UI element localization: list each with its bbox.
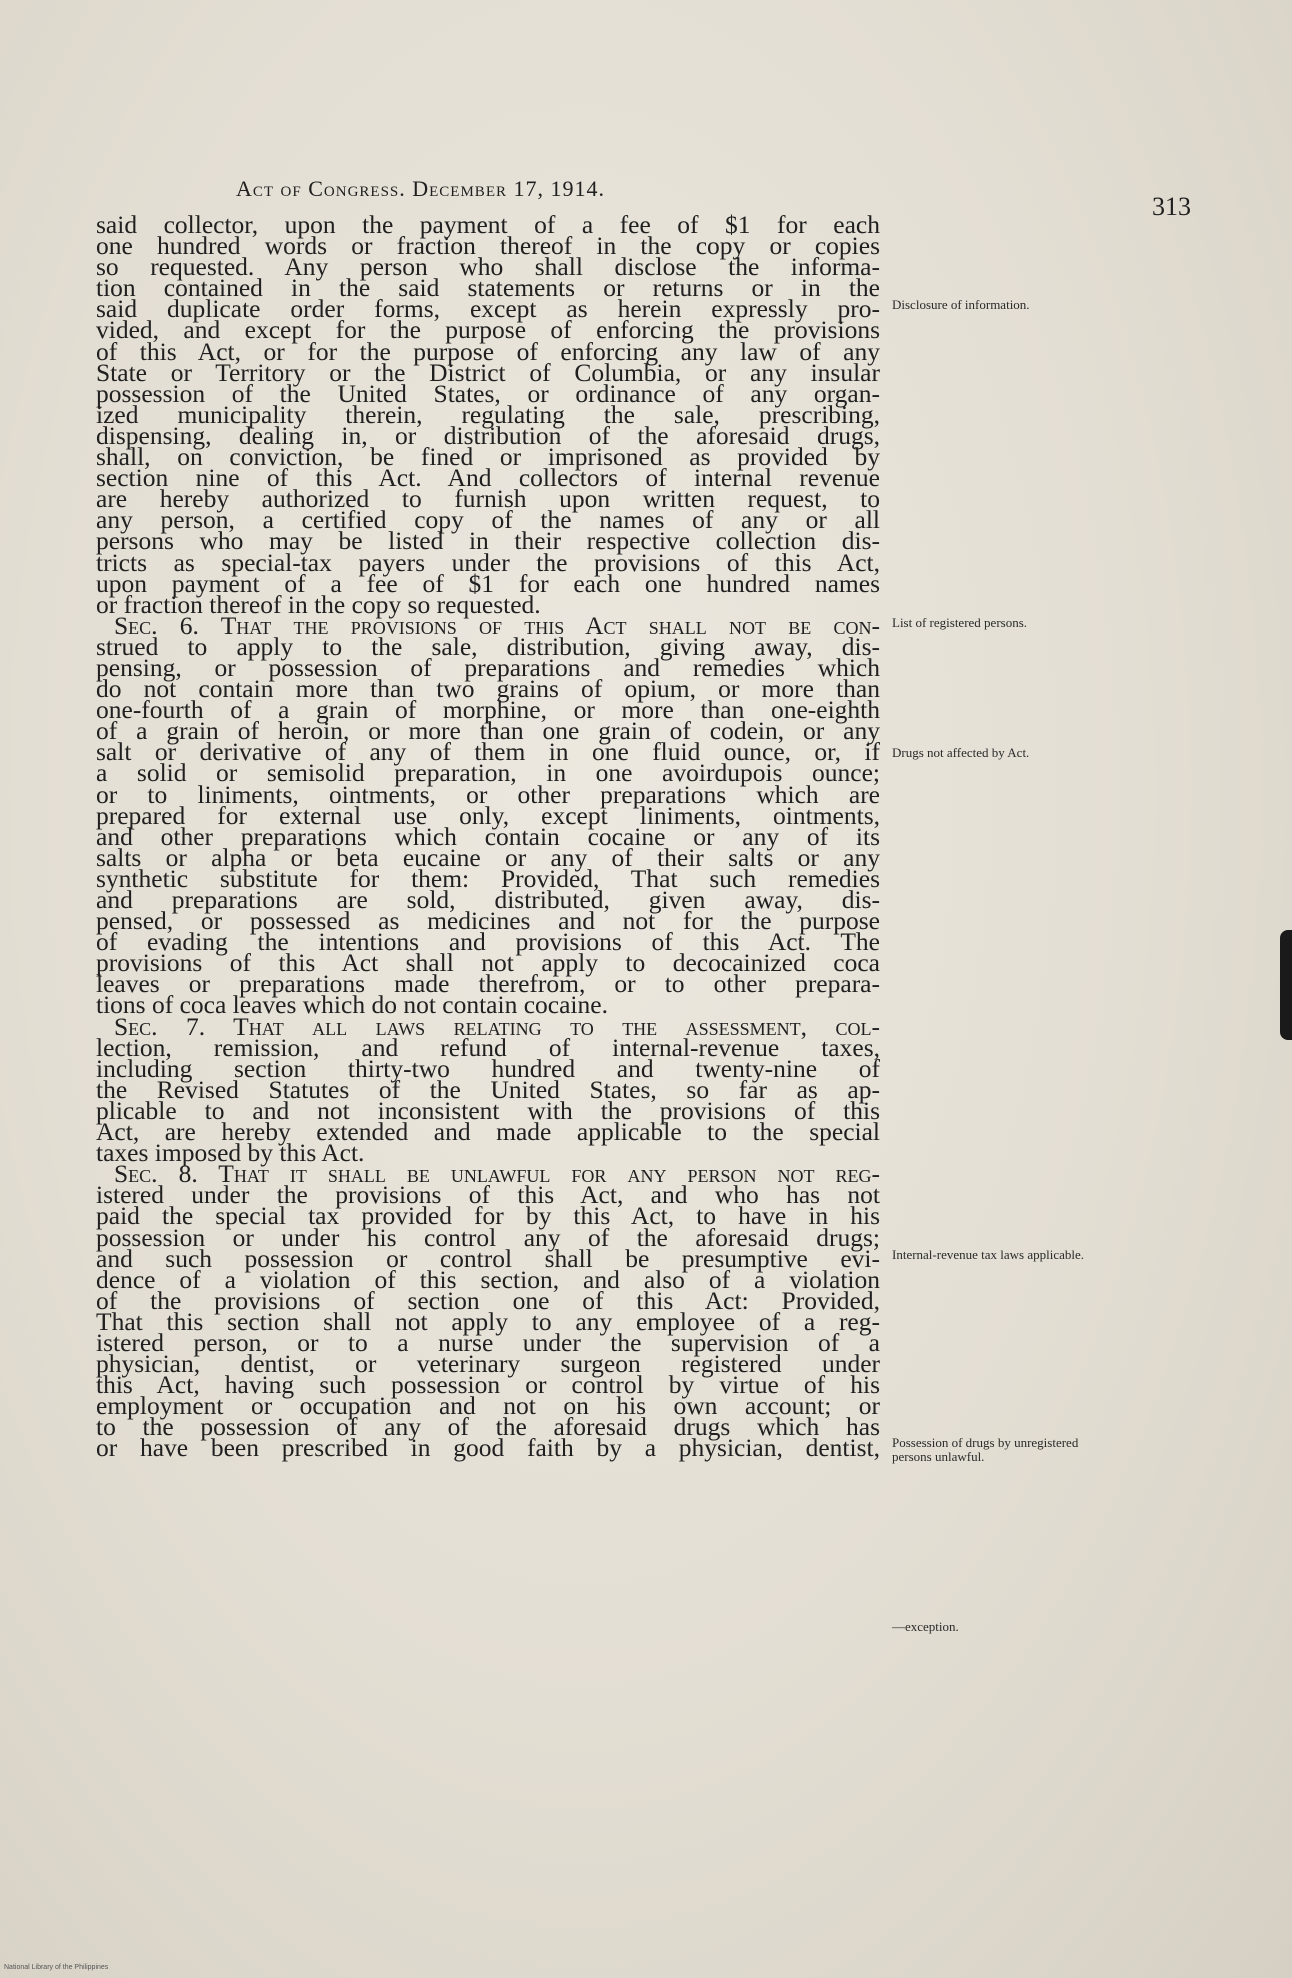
- text-line: physician, dentist, or veterinary surgeon registered under: [96, 1349, 880, 1379]
- text-line: and preparations are sold, distributed, given away, dis-: [96, 885, 880, 914]
- text-line: of this Act, or for the purpose of enforcing any law of any: [96, 336, 880, 366]
- margin-note-disclosure: Disclosure of information.: [892, 297, 1030, 312]
- text-line: That this section shall not apply to any employee of a reg-: [96, 1306, 880, 1336]
- section-7-heading-line: Sec. 7. That all laws relating to the assessment, col-: [114, 1011, 880, 1041]
- text-line: plicable to and not inconsistent with the provisions of this: [96, 1095, 880, 1125]
- text-line: a solid or semisolid preparation, in one avoirdupois ounce;: [96, 758, 880, 788]
- margin-note-list-registered: List of registered persons.: [892, 615, 1028, 630]
- margin-note-possession-unlawful: Possession of drugs by unregistered persons unlawful.: [892, 1435, 1079, 1464]
- text-line: Act, are hereby extended and made applicable to the special: [96, 1117, 880, 1147]
- text-line: so requested. Any person who shall disclose the informa-: [96, 252, 880, 282]
- text-line: pensed, or possessed as medicines and not for the purpose: [96, 906, 880, 936]
- scan-edge-mark: [1280, 930, 1292, 1040]
- text-line: State or Territory or the District of Columbia, or any insular: [96, 357, 880, 387]
- text-line: ized municipality therein, regulating the sale, prescribing,: [96, 399, 880, 429]
- text-line: tricts as special-tax payers under the provisions of this Act,: [96, 547, 880, 577]
- text-line: salts or alpha or beta eucaine or any of their salts or any: [96, 842, 880, 872]
- text-line: taxes imposed by this Act.: [96, 1138, 365, 1168]
- text-line: prepared for external use only, except liniments, ointments,: [96, 800, 880, 830]
- text-line: salt or derivative of any of them in one fluid ounce, or, if: [96, 737, 880, 767]
- section-8-heading-line: Sec. 8. That it shall be unlawful for any person not reg-: [114, 1159, 880, 1189]
- text-line: possession of the United States, or ordinance of any organ-: [96, 378, 880, 408]
- text-line: any person, a certified copy of the names of any or all: [96, 505, 880, 535]
- text-line: lection, remission, and refund of internal-revenue taxes,: [96, 1032, 880, 1062]
- text-line: or have been prescribed in good faith by a physician, dentist,: [96, 1433, 880, 1463]
- text-line: of a grain of heroin, or more than one grain of codein, or any: [96, 716, 880, 746]
- text-line: do not contain more than two grains of opium, or more than: [96, 674, 880, 704]
- text-line: or to liniments, ointments, or other preparations which are: [96, 779, 880, 809]
- text-line: synthetic substitute for them: Provided, That such remedies: [96, 863, 880, 893]
- body-text: [96, 210, 880, 1463]
- running-head: Act of Congress. December 17, 1914.: [236, 176, 605, 201]
- text-line: one hundred words or fraction thereof in the copy or copies: [96, 231, 880, 261]
- margin-note-exception: —exception.: [892, 1619, 959, 1634]
- text-line: said duplicate order forms, except as herein expressly pro-: [96, 294, 880, 324]
- section-6-heading-line: Sec. 6. That the provisions of this Act shall not be con-: [114, 610, 880, 640]
- text-line: one-fourth of a grain of morphine, or more than one-eighth: [96, 695, 880, 725]
- text-line: persons who may be listed in their respective collection dis-: [96, 526, 880, 556]
- footer-stamp: National Library of the Philippines: [4, 1964, 109, 1971]
- text-line: paid the special tax provided for by this Act, to have in his: [96, 1201, 880, 1231]
- text-line: dispensing, dealing in, or distribution of the aforesaid drugs,: [96, 420, 880, 450]
- text-line: tion contained in the said statements or returns or in the: [96, 273, 880, 303]
- text-line: leaves or preparations made therefrom, or to other prepara-: [96, 969, 880, 999]
- page-number: 313: [1152, 192, 1191, 221]
- text-line: and such possession or control shall be presumptive evi-: [96, 1243, 880, 1273]
- text-line: possession or under his control any of the aforesaid drugs;: [96, 1222, 880, 1252]
- text-line: or fraction thereof in the copy so requested.: [96, 589, 541, 619]
- text-line: istered person, or to a nurse under the supervision of a: [96, 1327, 880, 1357]
- text-line: to the possession of any of the aforesaid drugs which has: [96, 1412, 880, 1442]
- text-line: are hereby authorized to furnish upon written request, to: [96, 484, 880, 514]
- text-line: vided, and except for the purpose of enforcing the provisions: [96, 315, 880, 345]
- text-line: shall, on conviction, be fined or imprisoned as provided by: [96, 442, 880, 472]
- text-line: and other preparations which contain cocaine or any of its: [96, 821, 880, 851]
- text-line: section nine of this Act. And collectors of internal revenue: [96, 463, 880, 493]
- margin-note-drugs-not-affected: Drugs not affected by Act.: [892, 745, 1030, 760]
- text-line: of the provisions of section one of this Act: Provided,: [96, 1285, 880, 1315]
- text-line: dence of a violation of this section, and also of a violation: [96, 1264, 880, 1294]
- text-line: including section thirty-two hundred and twenty-nine of: [96, 1053, 880, 1083]
- text-line: strued to apply to the sale, distribution, giving away, dis-: [96, 631, 880, 661]
- text-line: tions of coca leaves which do not contain cocaine.: [96, 990, 608, 1020]
- text-line: employment or occupation and not on his own account; or: [96, 1391, 880, 1421]
- text-line: istered under the provisions of this Act, and who has not: [96, 1180, 880, 1210]
- text-line: this Act, having such possession or control by virtue of his: [96, 1370, 880, 1400]
- margin-note-internal-revenue: Internal-revenue tax laws applicable.: [892, 1247, 1085, 1262]
- text-line: provisions of this Act shall not apply to decocainized coca: [96, 948, 880, 978]
- text-line: upon payment of a fee of $1 for each one hundred names: [96, 568, 880, 598]
- text-line: the Revised Statutes of the United States, so far as ap-: [96, 1074, 880, 1104]
- text-line: pensing, or possession of preparations and remedies which: [96, 652, 880, 682]
- text-line: of evading the intentions and provisions of this Act. The: [96, 927, 880, 957]
- text-line: said collector, upon the payment of a fee of $1 for each: [96, 210, 880, 239]
